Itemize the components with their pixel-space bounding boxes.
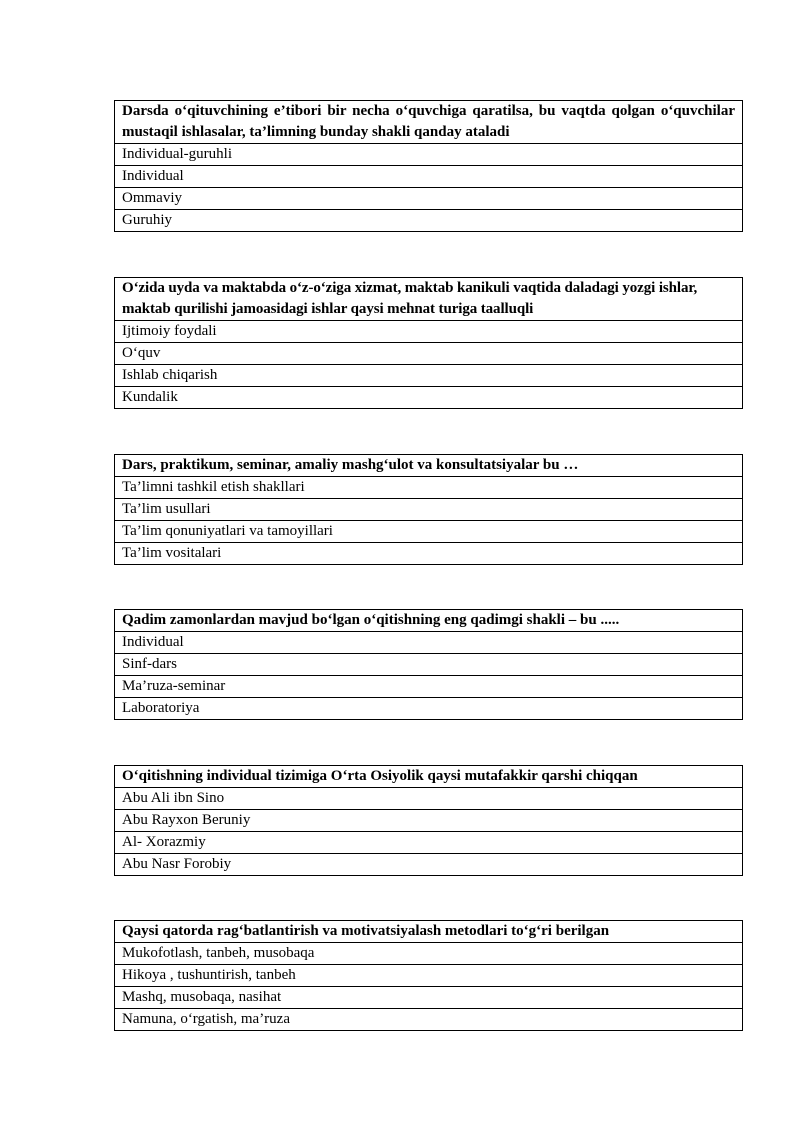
question-table-5 (114, 765, 743, 876)
question-text: Darsda o‘qituvchining e’tibori bir necha o‘quvchiga qaratilsa, bu vaqtda qolgan o‘quvchilar mustaqil ishlasalar, ta’limning bunday shakli qanday ataladi (115, 101, 743, 144)
question-text: Qadim zamonlardan mavjud bo‘lgan o‘qitishning eng qadimgi shakli – bu ..... (115, 610, 743, 632)
answer-option-4: Namuna, o‘rgatish, ma’ruza (115, 1009, 743, 1031)
question-table-4 (114, 609, 743, 720)
question-text: Dars, praktikum, seminar, amaliy mashg‘ulot va konsultatsiyalar bu … (115, 455, 743, 477)
answer-option-4: Ta’lim vositalari (115, 543, 743, 565)
question-table-1 (114, 100, 743, 232)
answer-option-3: Ommaviy (115, 188, 743, 210)
answer-option-4: Kundalik (115, 387, 743, 409)
answer-option-2: Abu Rayxon Beruniy (115, 810, 743, 832)
answer-option-2: O‘quv (115, 343, 743, 365)
answer-option-2: Ta’lim usullari (115, 499, 743, 521)
answer-option-3: Ma’ruza-seminar (115, 676, 743, 698)
question-table-6 (114, 920, 743, 1031)
answer-option-3: Al- Xorazmiy (115, 832, 743, 854)
answer-option-1: Abu Ali ibn Sino (115, 788, 743, 810)
answer-option-1: Ta’limni tashkil etish shakllari (115, 477, 743, 499)
question-table-3 (114, 454, 743, 565)
question-table-2 (114, 277, 743, 409)
answer-option-3: Ishlab chiqarish (115, 365, 743, 387)
answer-option-4: Abu Nasr Forobiy (115, 854, 743, 876)
answer-option-2: Hikoya , tushuntirish, tanbeh (115, 965, 743, 987)
answer-option-1: Individual-guruhli (115, 144, 743, 166)
answer-option-2: Individual (115, 166, 743, 188)
answer-option-1: Individual (115, 632, 743, 654)
answer-option-4: Guruhiy (115, 210, 743, 232)
answer-option-2: Sinf-dars (115, 654, 743, 676)
answer-option-1: Mukofotlash, tanbeh, musobaqa (115, 943, 743, 965)
answer-option-3: Ta’lim qonuniyatlari va tamoyillari (115, 521, 743, 543)
question-text: O‘qitishning individual tizimiga O‘rta Osiyolik qaysi mutafakkir qarshi chiqqan (115, 766, 743, 788)
answer-option-4: Laboratoriya (115, 698, 743, 720)
question-text: O‘zida uyda va maktabda o‘z-o‘ziga xizmat, maktab kanikuli vaqtida daladagi yozgi ishlar, maktab qurilishi jamoasidagi ishlar qaysi mehnat turiga taalluqli (115, 278, 743, 321)
question-text: Qaysi qatorda rag‘batlantirish va motivatsiyalash metodlari to‘g‘ri berilgan (115, 921, 743, 943)
answer-option-3: Mashq, musobaqa, nasihat (115, 987, 743, 1009)
answer-option-1: Ijtimoiy foydali (115, 321, 743, 343)
